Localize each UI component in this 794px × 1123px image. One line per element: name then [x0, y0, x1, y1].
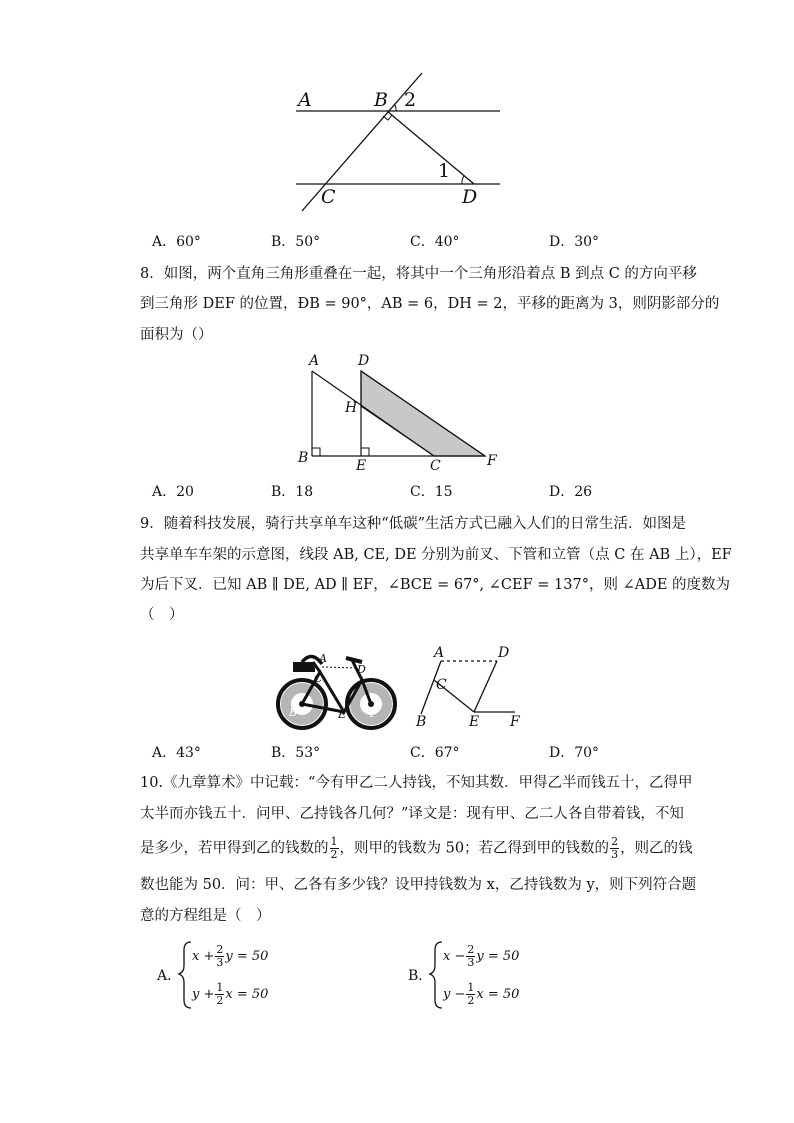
- fraction-two-thirds-numerator: 2: [611, 835, 619, 848]
- option-a-eq2-right: x = 50: [225, 987, 269, 1002]
- label-b: B: [374, 89, 388, 111]
- option-a-eq1-left: x +: [192, 949, 215, 964]
- option-b-eq1-left: x −: [443, 949, 466, 964]
- bike-label-f: F: [370, 707, 378, 720]
- option-b-eq2-numerator: 1: [467, 981, 475, 994]
- option-d[interactable]: D．26: [549, 484, 593, 500]
- q10-text-line-1: 10.《九章算术》中记载：“今有甲乙二人持钱，不知其数．甲得乙半而钱五十，乙得甲: [140, 775, 693, 791]
- bike-label-b: B: [289, 706, 298, 719]
- option-a-eq2-numerator: 1: [216, 981, 224, 994]
- option-b-label: B．: [408, 968, 433, 984]
- q8-text-line-1: 8．如图，两个直角三角形重叠在一起，将其中一个三角形沿着点 B 到点 C 的方向平移: [140, 266, 697, 282]
- option-b-eq1-right: y = 50: [476, 949, 520, 964]
- bike-label-a: A: [319, 652, 327, 665]
- label-f: F: [510, 714, 520, 730]
- label-d: D: [498, 645, 510, 661]
- label-c: C: [321, 186, 336, 208]
- option-b-eq1-fraction: [466, 944, 475, 969]
- q10-text-line-5: 意的方程组是（ ）: [140, 908, 271, 924]
- q8-text-line-3: 面积为（）: [140, 327, 213, 343]
- q10-line-3-part-3: ，则乙的钱: [620, 840, 693, 857]
- option-a-eq2-left: y +: [192, 987, 215, 1002]
- option-b-equation-1: [443, 944, 519, 969]
- label-e: E: [356, 458, 367, 474]
- option-c[interactable]: C．67°: [410, 745, 460, 761]
- q9-text-line-1: 9．随着科技发展，骑行共享单车这种“低碳”生活方式已融入人们的日常生活．如图是: [140, 516, 687, 532]
- q10-line-3-part-1: 是多少，若甲得到乙的钱数的: [140, 840, 329, 857]
- option-c[interactable]: C．15: [410, 484, 453, 500]
- label-d: D: [358, 353, 370, 369]
- q9-text-line-3: 为后下叉．已知 AB ∥ DE, AD ∥ EF，∠BCE = 67°, ∠CEF = 137°，则 ∠ADE 的度数为: [140, 577, 731, 593]
- option-b-equation-2: [443, 982, 519, 1007]
- option-a[interactable]: A．43°: [152, 745, 201, 761]
- label-h: H: [345, 400, 358, 416]
- option-a-eq1-right: y = 50: [225, 949, 269, 964]
- fraction-half-denominator: 2: [330, 848, 338, 861]
- q9-text-line-4: （ ）: [140, 607, 184, 623]
- q10-text-line-2: 太半而亦钱五十．问甲、乙持钱各几何？”译文是：现有甲、乙二人各自带着钱，不知: [140, 806, 684, 822]
- label-angle-1: 1: [438, 160, 451, 182]
- option-d[interactable]: D．70°: [549, 745, 600, 761]
- bike-label-d: D: [357, 663, 366, 676]
- option-b[interactable]: B．18: [271, 484, 314, 500]
- option-a-eq2-denominator: 2: [216, 994, 224, 1007]
- option-a-eq1-denominator: 3: [216, 956, 224, 969]
- option-b-eq2-right: x = 50: [476, 987, 520, 1002]
- option-a[interactable]: A．20: [152, 484, 194, 500]
- q10-line-3-part-2: ，则甲的钱数为 50；若乙得到甲的钱数的: [339, 840, 610, 857]
- option-b-eq1-denominator: 3: [467, 956, 475, 969]
- label-a: A: [309, 353, 320, 369]
- option-a[interactable]: A．60°: [152, 234, 201, 250]
- label-c: C: [436, 677, 447, 693]
- fraction-half-numerator: 1: [330, 835, 338, 848]
- option-d[interactable]: D．30°: [549, 234, 600, 250]
- option-c[interactable]: C．40°: [410, 234, 460, 250]
- label-angle-2: 2: [404, 89, 417, 111]
- bike-label-e: E: [338, 708, 347, 721]
- label-b: B: [416, 714, 427, 730]
- label-c: C: [430, 458, 441, 474]
- option-a-label: A．: [157, 968, 182, 984]
- option-b-eq2-denominator: 2: [467, 994, 475, 1007]
- option-b[interactable]: B．50°: [271, 234, 321, 250]
- q9-text-line-2: 共享单车车架的示意图，线段 AB, CE, DE 分别为前叉、下管和立管（点 C 在 AB 上），EF: [140, 547, 732, 563]
- label-a: A: [298, 89, 312, 111]
- option-b-eq2-fraction: [466, 982, 475, 1007]
- q10-text-line-4: 数也能为 50．问：甲、乙各有多少钱？设甲持钱数为 x，乙持钱数为 y，则下列符合题: [140, 877, 697, 893]
- fraction-two-thirds-denominator: 3: [611, 848, 619, 861]
- option-b-eq1-numerator: 2: [467, 943, 475, 956]
- option-b[interactable]: B．53°: [271, 745, 321, 761]
- label-d: D: [462, 186, 478, 208]
- label-b: B: [298, 450, 309, 466]
- label-e: E: [469, 714, 480, 730]
- q8-text-line-2: 到三角形 DEF 的位置，ÐB = 90°，AB = 6，DH = 2，平移的距离为 3，则阴影部分的: [140, 296, 720, 312]
- bike-label-c: C: [314, 672, 323, 685]
- label-f: F: [487, 453, 497, 469]
- option-b-eq2-left: y −: [443, 987, 466, 1002]
- label-a: A: [434, 645, 445, 661]
- option-a-eq1-numerator: 2: [216, 943, 224, 956]
